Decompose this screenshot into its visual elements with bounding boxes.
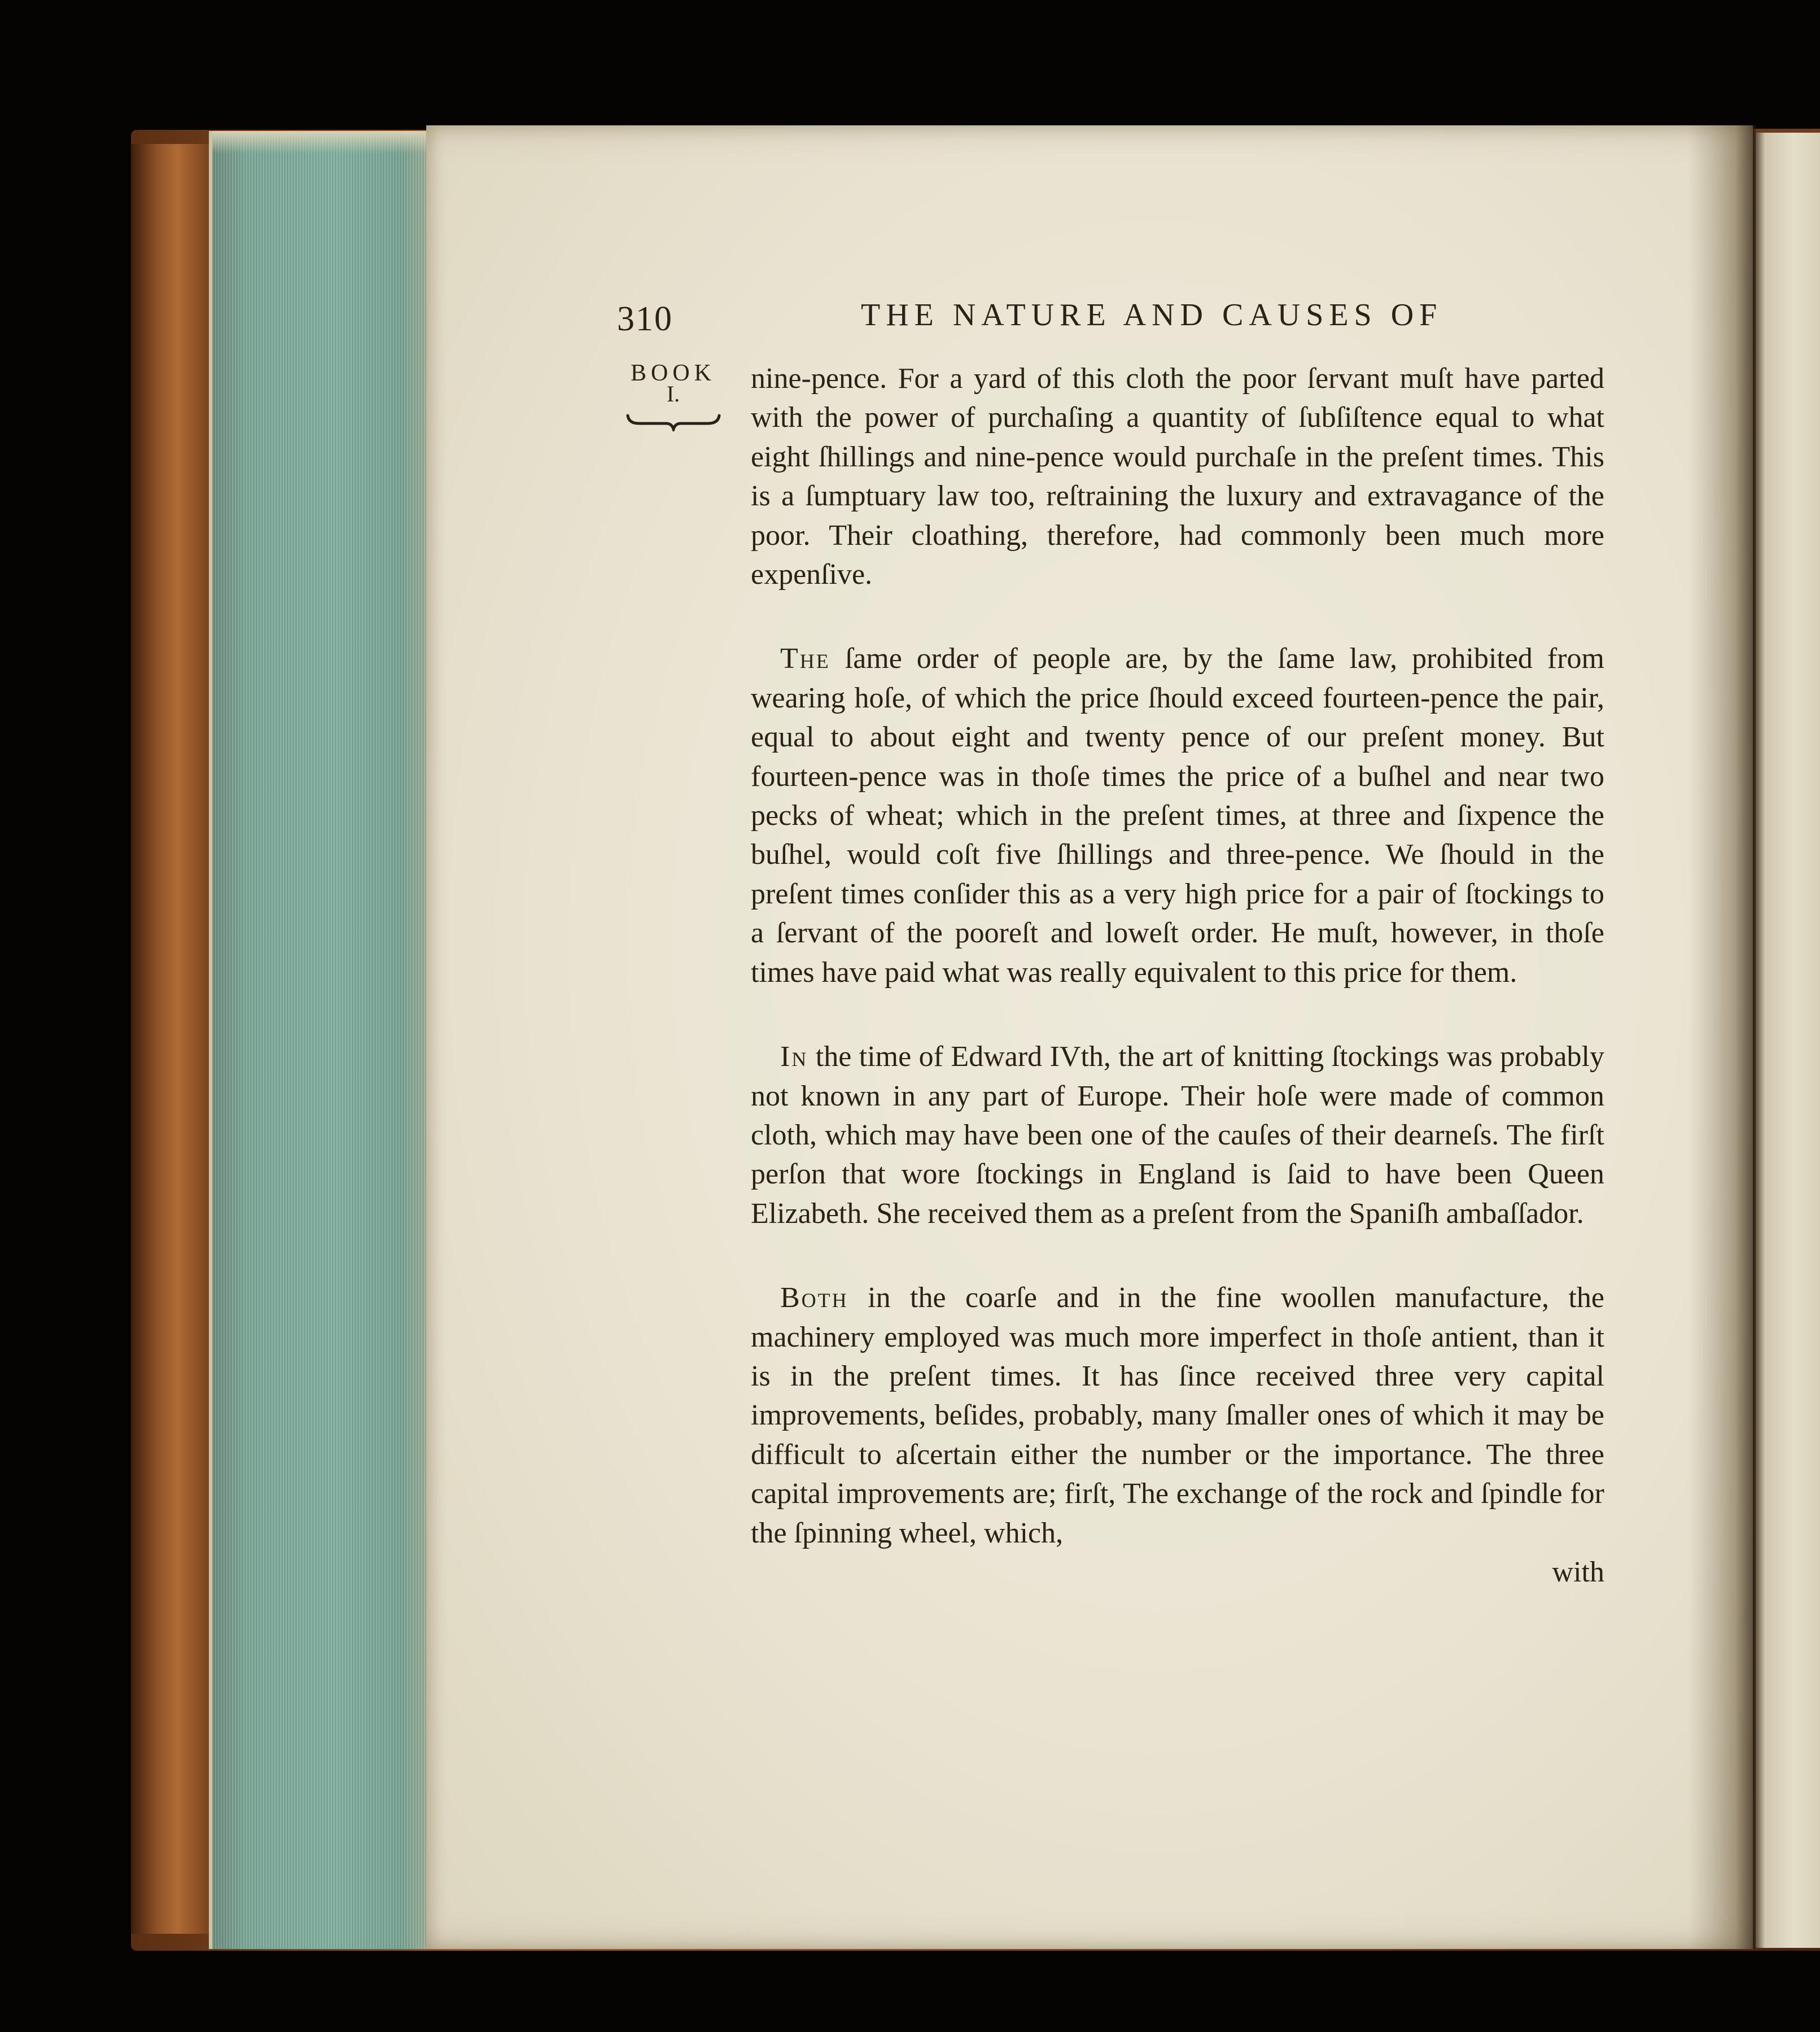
paragraph-4 [751,1278,1604,1553]
paragraph-4-text: in the coarſe and in the fine woollen manufacture, the machinery employed was much more imperfect in thoſe antient, than it is in the preſent times. It has ſince received three very capital improvements, beſides, probably, many ſmaller ones of which it may be difficult to aſcertain either the number or the importance. The three capital improvements are; firſt, The exchange of the rock and ſpindle for the ſpinning wheel, which, [751,1282,1604,1549]
facing-page-edge [1753,133,1820,1948]
brace-ornament [625,411,721,431]
page-number: 310 [617,300,673,338]
paragraph-3-text: the time of Edward IVth, the art of knitting ſtockings was probably not known in any part of Europe. Their hoſe were made of common cloth, which may have been one of the cauſes of their dearneſs. The firſt perſon that wore ſtockings in England is ſaid to have been Queen Elizabeth. She received them as a preſent from the Spaniſh ambaſſador. [751,1041,1604,1230]
paragraph-2-lead: The [780,643,830,675]
leather-spine-edge [131,144,216,1934]
page-block-edge [209,131,435,1949]
paragraph-1 [751,359,1604,594]
book-label: BOOK [630,360,716,386]
paragraph-3 [751,1037,1604,1233]
book-numeral: I. [666,381,680,407]
page-block-top [212,131,432,154]
paragraph-4-lead: Both [780,1282,848,1314]
catchword: with [1552,1555,1604,1588]
margin-book-label [624,361,723,405]
paragraph-3-lead: In [780,1041,808,1073]
running-head: THE NATURE AND CAUSES OF [861,298,1443,333]
body-text [751,359,1604,1592]
paragraph-2 [751,639,1604,992]
paragraph-2-text: ſame order of people are, by the ſame law, prohibited from wearing hoſe, of which the price ſhould exceed fourteen-pence the pair, equal to about eight and twenty pence of our preſent money. But fourteen-pence was in thoſe times the price of a buſhel and near two pecks of wheat; which in the preſent times, at three and ſixpence the buſhel, would coſt five ſhillings and three-pence. We ſhould in the preſent times conſider this as a very high price for a pair of ſtockings to a ſervant of the pooreſt and loweſt order. He muſt, however, in thoſe times have paid what was really equivalent to this price for them. [751,643,1604,989]
paragraph-1-text: nine-pence. For a yard of this cloth the poor ſervant muſt have parted with the power of purchaſing a quantity of ſubſiſtence equal to what eight ſhillings and nine-pence would purchaſe in the preſent times. This is a ſumptuary law too, reſtraining the luxury and extravagance of the poor. Their cloathing, therefore, had commonly been much more expenſive. [751,362,1604,591]
page-gutter-shadow [1688,125,1756,1949]
